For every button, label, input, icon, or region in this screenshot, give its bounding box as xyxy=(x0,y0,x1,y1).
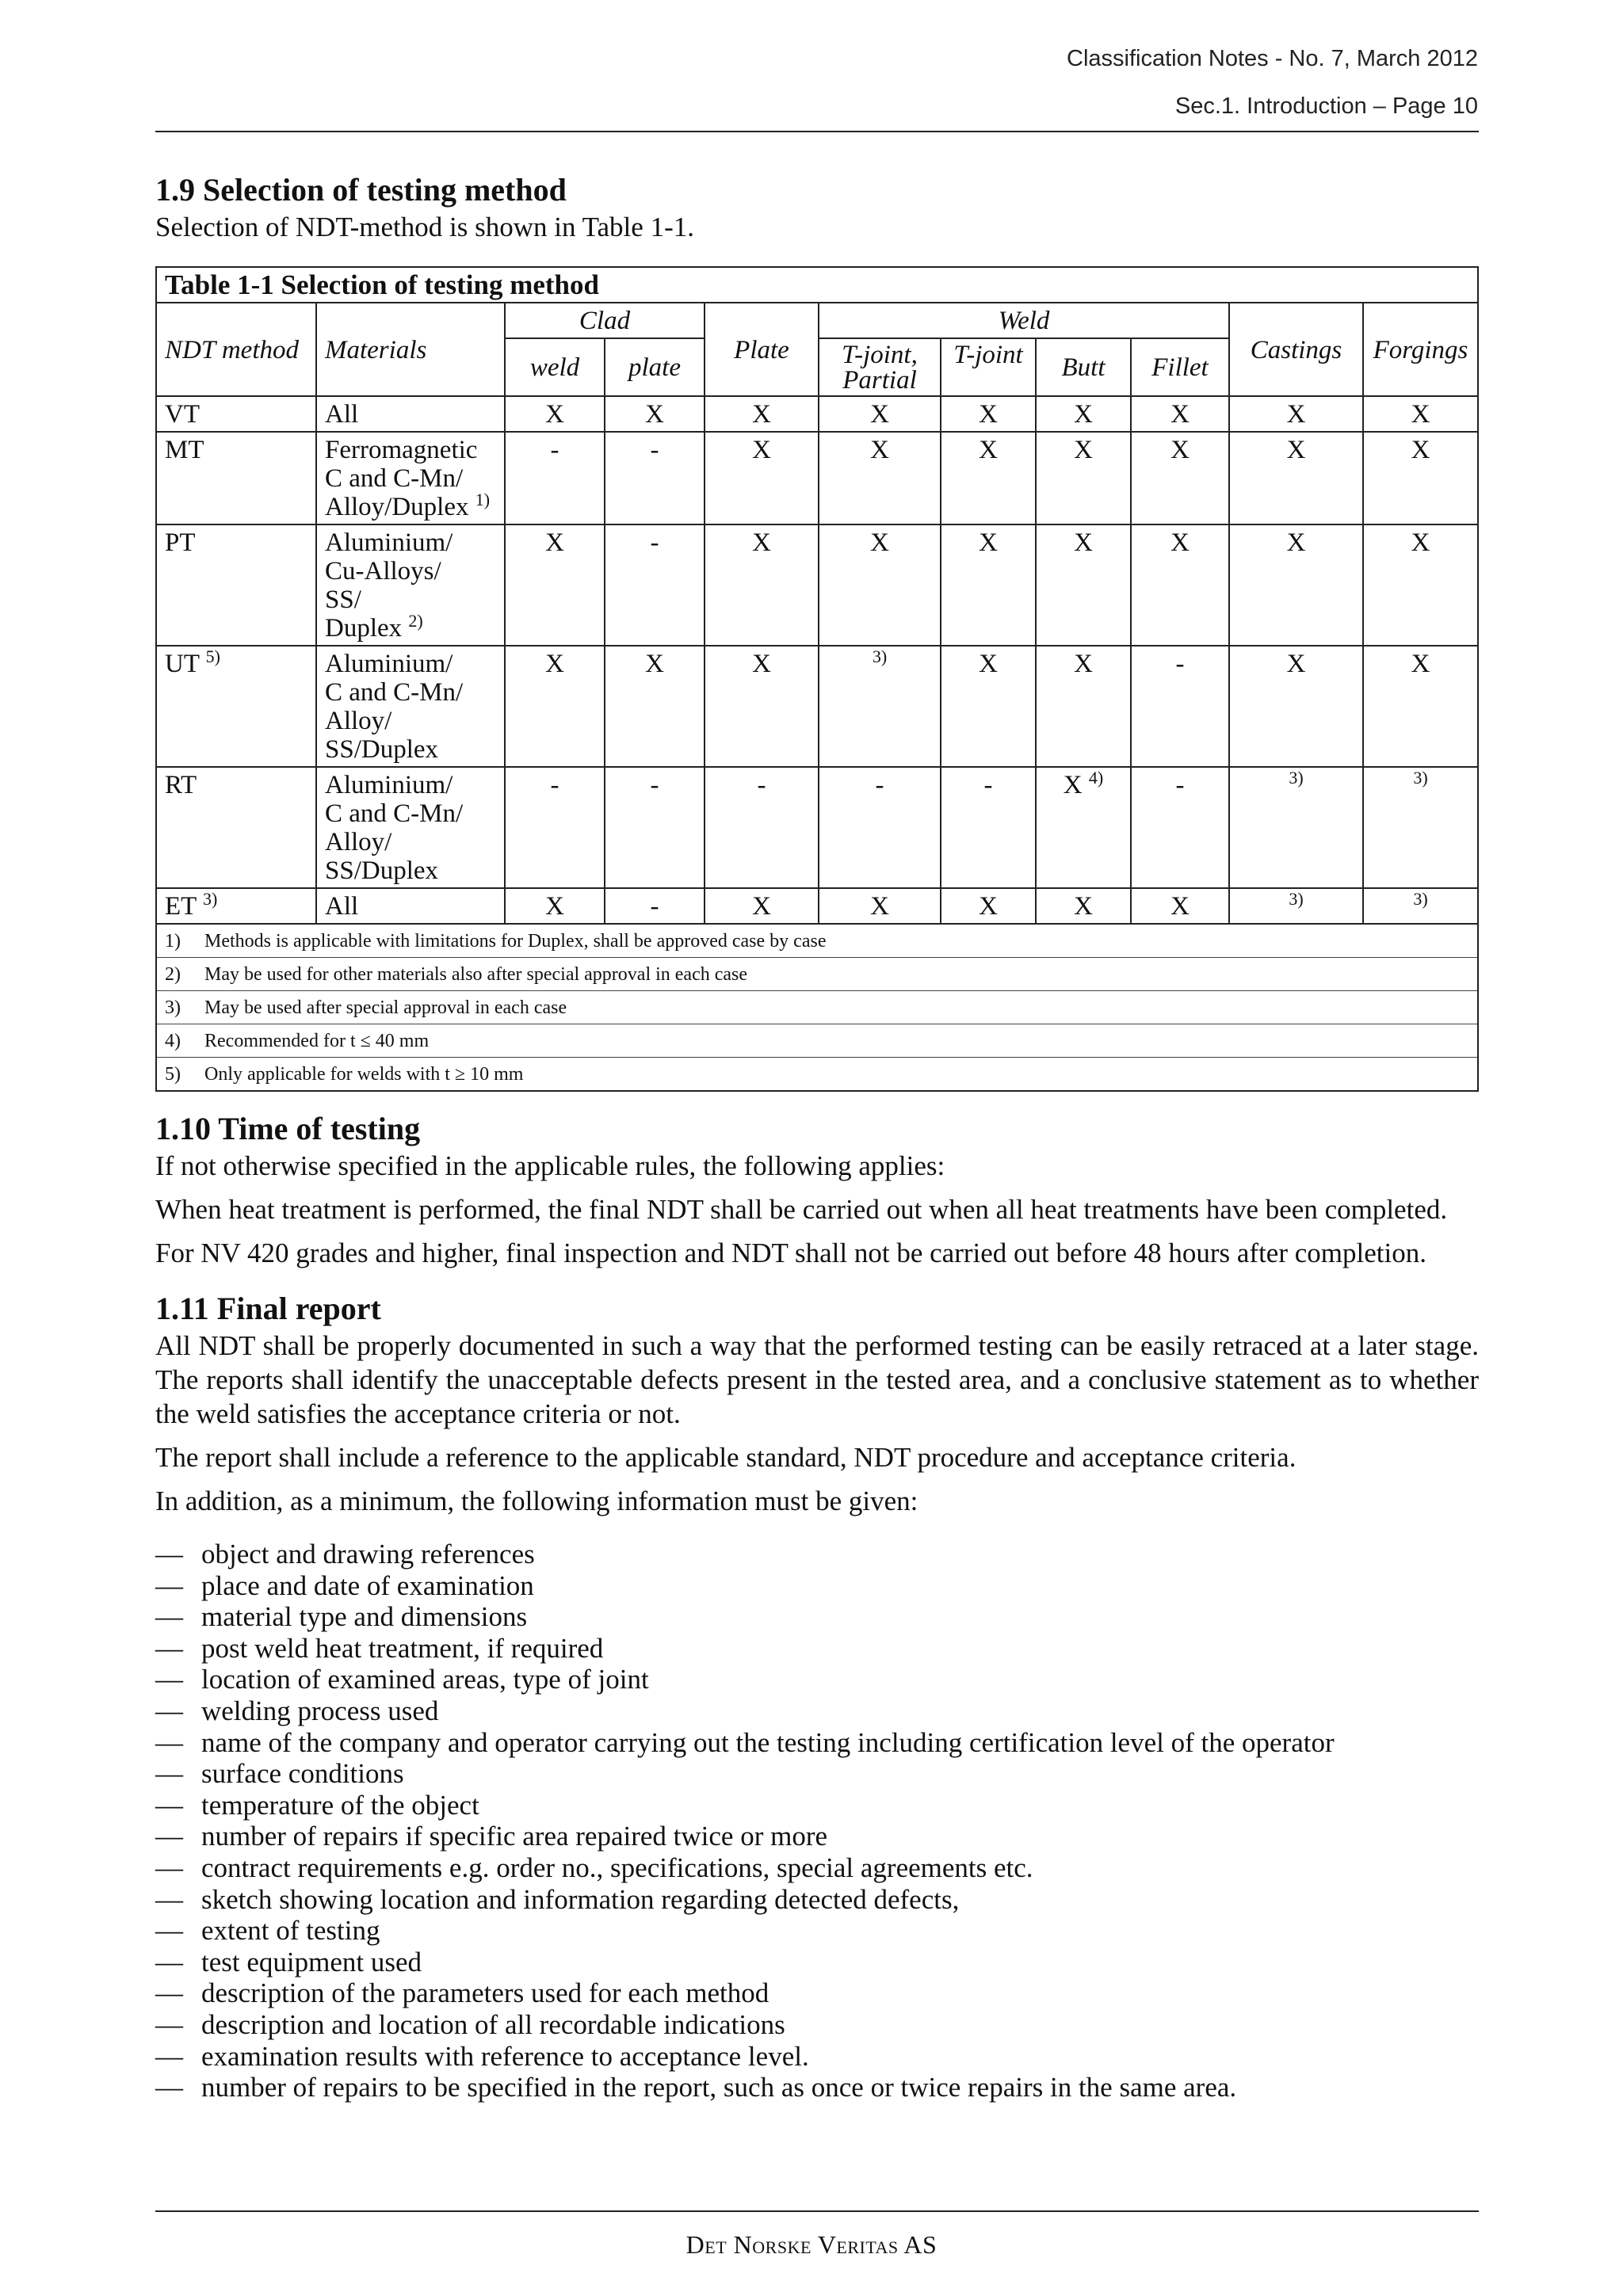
cell-value: X xyxy=(605,396,705,432)
cell-value: - xyxy=(505,767,605,888)
list-item: — contract requirements e.g. order no., specifications, special agreements etc. xyxy=(155,1852,1033,1883)
cell-materials: Aluminium/ C and C-Mn/ Alloy/ SS/Duplex xyxy=(316,767,505,888)
table-footnote: 2) May be used for other materials also after special approval in each case xyxy=(157,957,1477,990)
header-tjoint: T-joint xyxy=(941,338,1036,396)
list-item: — place and date of examination xyxy=(155,1569,534,1601)
cell-value: X xyxy=(705,888,819,924)
cell-value: X xyxy=(705,646,819,767)
section-1-10-p3: For NV 420 grades and higher, final inspection and NDT shall not be carried out before 48 hours after completion. xyxy=(155,1238,1426,1268)
section-1-9-intro: Selection of NDT-method is shown in Table 1-1. xyxy=(155,212,694,242)
cell-value: X xyxy=(819,888,941,924)
cell-value: X xyxy=(1229,432,1363,524)
cell-value: X xyxy=(1131,888,1229,924)
cell-materials: All xyxy=(316,396,505,432)
cell-value: X xyxy=(1363,432,1478,524)
table-row xyxy=(156,767,1478,888)
report-requirements-list xyxy=(155,1539,1479,2103)
cell-value: X xyxy=(1131,524,1229,646)
cell-materials: Aluminium/ C and C-Mn/ Alloy/ SS/Duplex xyxy=(316,646,505,767)
header-weld: Weld xyxy=(819,303,1229,338)
cell-materials: Aluminium/ Cu-Alloys/ SS/ Duplex $^{2)}$ xyxy=(316,524,505,646)
running-header-title: Classification Notes - No. 7, March 2012 xyxy=(1067,46,1478,71)
header-plate: Plate xyxy=(705,303,819,396)
cell-value: X xyxy=(705,396,819,432)
table-footnote: 4) Recommended for t ≤ 40 mm xyxy=(157,1024,1477,1057)
cell-value: X xyxy=(705,432,819,524)
cell-value: X xyxy=(1036,396,1131,432)
cell-value: - xyxy=(705,767,819,888)
section-1-11-p2: The report shall include a reference to the applicable standard, NDT procedure and acceptance criteria. xyxy=(155,1442,1296,1473)
list-item: — object and drawing references xyxy=(155,1539,535,1569)
cell-value: - xyxy=(1131,646,1229,767)
list-item: — material type and dimensions xyxy=(155,1601,528,1633)
table-footnote: 3) May be used after special approval in each case xyxy=(157,990,1477,1024)
table-1-1 xyxy=(155,266,1479,1092)
section-1-11-p1: All NDT shall be properly documented in such a way that the performed testing can be easily retraced at a later stage. The reports shall identify the unacceptable defects present in the tested area, and a conclusive statement as to whether the weld satisfies the acceptance criteria or not. xyxy=(155,1330,1479,1429)
cell-value: X xyxy=(1363,646,1478,767)
footer-publisher: Det Norske Veritas AS xyxy=(685,2230,938,2259)
cell-value: X xyxy=(819,432,941,524)
table-row xyxy=(156,646,1478,767)
cell-value: X xyxy=(705,524,819,646)
cell-materials: All xyxy=(316,888,505,924)
header-castings: Castings xyxy=(1229,303,1363,396)
cell-value: 3) xyxy=(1229,888,1363,924)
cell-ndt-method: RT xyxy=(156,767,316,888)
cell-value: X xyxy=(605,646,705,767)
footer-rule xyxy=(155,2210,1479,2212)
header-butt: Butt xyxy=(1036,338,1131,396)
table-footnote: 1) Methods is applicable with limitations for Duplex, shall be approved case by case xyxy=(165,931,827,952)
section-1-10-p2: When heat treatment is performed, the final NDT shall be carried out when all heat treatments have been completed. xyxy=(155,1194,1448,1225)
cell-value: X xyxy=(941,524,1036,646)
cell-ndt-method: MT xyxy=(156,432,316,524)
section-1-11-heading: 1.11 Final report xyxy=(155,1291,381,1326)
table-row xyxy=(156,396,1478,432)
list-item: — examination results with reference to acceptance level. xyxy=(155,2040,809,2072)
cell-value: - xyxy=(605,767,705,888)
cell-value: - xyxy=(941,767,1036,888)
cell-value: X $^{4)}$ xyxy=(1036,767,1131,888)
header-tjoint-partial: T-joint, Partial xyxy=(819,338,941,396)
cell-value: 3) xyxy=(1363,767,1478,888)
cell-value: X xyxy=(505,396,605,432)
header-clad: Clad xyxy=(505,303,705,338)
cell-value: X xyxy=(1131,432,1229,524)
cell-value: 3) xyxy=(1363,888,1478,924)
cell-materials: Ferromagnetic C and C-Mn/ Alloy/Duplex $^{1)}$ xyxy=(316,432,505,524)
table-row xyxy=(156,524,1478,646)
list-item: — post weld heat treatment, if required xyxy=(155,1632,604,1664)
cell-value: X xyxy=(941,396,1036,432)
table-row xyxy=(156,888,1478,924)
cell-value: X xyxy=(941,888,1036,924)
table-footnotes-row xyxy=(156,924,1478,1091)
cell-value: - xyxy=(1131,767,1229,888)
cell-value: X xyxy=(1036,432,1131,524)
list-item: — number of repairs if specific area repaired twice or more xyxy=(155,1821,828,1852)
table-title: Table 1-1 Selection of testing method xyxy=(156,267,1478,303)
cell-value: X xyxy=(1131,396,1229,432)
cell-value: X xyxy=(1363,524,1478,646)
cell-value: X xyxy=(1229,396,1363,432)
list-item: — temperature of the object xyxy=(155,1789,479,1821)
cell-value: 3) xyxy=(819,646,941,767)
cell-ndt-method: UT $^{5)}$ xyxy=(156,646,316,767)
section-1-9-heading: 1.9 Selection of testing method xyxy=(155,172,567,208)
cell-value: - xyxy=(605,524,705,646)
page-content xyxy=(155,170,1479,2103)
table-row xyxy=(156,432,1478,524)
cell-value: X xyxy=(1363,396,1478,432)
cell-value: - xyxy=(819,767,941,888)
cell-value: - xyxy=(505,432,605,524)
header-clad-weld: weld xyxy=(505,338,605,396)
section-1-11-p3: In addition, as a minimum, the following information must be given: xyxy=(155,1486,918,1516)
cell-value: X xyxy=(505,524,605,646)
cell-ndt-method: VT xyxy=(156,396,316,432)
cell-value: X xyxy=(505,646,605,767)
list-item: — sketch showing location and information regarding detected defects, xyxy=(155,1883,960,1915)
cell-ndt-method: ET $^{3)}$ xyxy=(156,888,316,924)
list-item: — test equipment used xyxy=(155,1946,422,1978)
list-item: — location of examined areas, type of joint xyxy=(155,1664,649,1695)
list-item: — description of the parameters used for each method xyxy=(155,1978,769,2009)
section-1-10-p1: If not otherwise specified in the applicable rules, the following applies: xyxy=(155,1150,945,1181)
cell-value: X xyxy=(1036,888,1131,924)
cell-ndt-method: PT xyxy=(156,524,316,646)
table-footnotes xyxy=(156,924,1478,1091)
list-item: — welding process used xyxy=(155,1695,439,1726)
header-fillet: Fillet xyxy=(1131,338,1229,396)
header-clad-plate: plate xyxy=(605,338,705,396)
list-item: — name of the company and operator carrying out the testing including certification level of the operator xyxy=(155,1726,1335,1758)
cell-value: - xyxy=(605,432,705,524)
header-materials: Materials xyxy=(316,303,505,396)
cell-value: X xyxy=(505,888,605,924)
cell-value: X xyxy=(819,396,941,432)
cell-value: 3) xyxy=(1229,767,1363,888)
cell-value: X xyxy=(819,524,941,646)
table-footnote: 5) Only applicable for welds with t ≥ 10 mm xyxy=(157,1057,1477,1090)
cell-value: X xyxy=(941,646,1036,767)
list-item: — number of repairs to be specified in the report, such as once or twice repairs in the same area. xyxy=(155,2072,1237,2103)
list-item: — description and location of all recordable indications xyxy=(155,2008,785,2040)
section-1-10-heading: 1.10 Time of testing xyxy=(155,1111,421,1146)
cell-value: - xyxy=(605,888,705,924)
running-header-section: Sec.1. Introduction – Page 10 xyxy=(1174,93,1478,119)
header-forgings: Forgings xyxy=(1363,303,1478,396)
header-rule xyxy=(155,131,1479,132)
cell-value: X xyxy=(1229,646,1363,767)
header-ndt-method: NDT method xyxy=(156,303,316,396)
cell-value: X xyxy=(1036,646,1131,767)
list-item: — surface conditions xyxy=(155,1758,404,1790)
cell-value: X xyxy=(1229,524,1363,646)
cell-value: X xyxy=(1036,524,1131,646)
cell-value: X xyxy=(941,432,1036,524)
list-item: — extent of testing xyxy=(155,1915,380,1947)
